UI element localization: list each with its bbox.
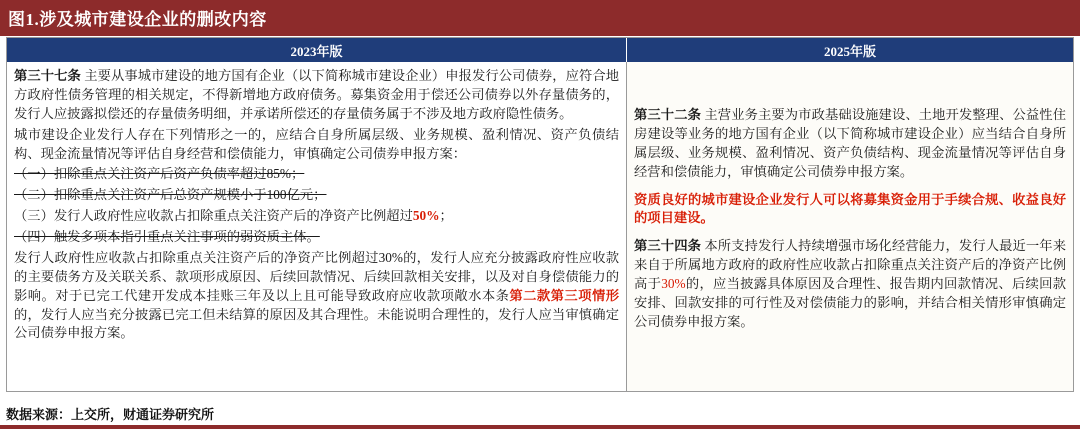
clause-2025-text-run: 资质良好的城市建设企业发行人可以将募集资金用于手续合规、收益良好的项目建设。 [634,191,1066,226]
clause-2023-paragraph [14,228,619,247]
clause-2025-text-run: 主营业务主要为市政基础设施建设、土地开发整理、公益性住房建设等业务的地方国有企业（以下简称城市建设企业）应当结合自身所属层级、业务规模、盈利情况、资产负债结构、现金流量情况等评估自身经营和偿债能力，审慎确定公司债券申报方案。 [634,107,1066,179]
clause-2023-paragraph [14,165,619,184]
clause-2023-paragraph [14,126,619,164]
table-header-row [7,38,1073,62]
clause-2023-text-run: 第二款第三项情形 [509,287,620,303]
clause-2023-paragraph [14,207,619,226]
clause-2025-text-run: 第三十四条 [634,238,701,254]
clause-2023-paragraph [14,67,619,124]
clause-2023-text-run: （一）扣除重点关注资产后资产负债率超过85%； [14,166,305,182]
table-header-2023: 2023年版 [7,38,627,62]
table-header-2025: 2025年版 [627,38,1073,62]
clause-2023-text-run: 发行人政府性应收款占扣除重点关注资产后的净资产比例超过30%的，发行人应充分披露政府性应收款的主要债务方及关联关系、款项形成原因、后续回款情况、后续回款相关安排，以及对自身偿债能力的影响。对于已完工代建开发成本挂账三年及以上且可能导致政府应收款项敞水本条 [14,249,619,303]
page-title: 图1.涉及城市建设企业的删改内容 [8,10,267,29]
clause-2025-text-run: 本所支持发行人持续增强市场化经营能力，发行人最近一年来来自于所属地方政府的政府性应收款占扣除重点关注资产后的净资产比例高于 [634,238,1066,291]
table-cell-2023 [7,62,627,391]
clause-2023-text-run: 城市建设企业发行人存在下列情形之一的，应结合自身所属层级、业务规模、盈利情况、资产负债结构、现金流量情况等评估自身经营和偿债能力，审慎确定公司债券申报方案： [14,126,619,161]
clause-2023-text-run: 第三十七条 [14,68,81,83]
clause-2023-text-run: ； [439,208,453,224]
clause-2025-text-run: 第三十二条 [634,107,701,122]
clause-2025-text-run: 的，应当披露具体原因及合理性、报告期内回款情况、后续回款安排、回款安排的可行性及对偿债能力的影响，并结合相关情形审慎确定公司债券申报方案。 [634,276,1067,329]
comparison-table [6,37,1074,392]
clause-2023-text-run: （四）触发多项本指引重点关注事项的弱资质主体。 [14,229,320,244]
clause-2023-paragraph [14,186,619,205]
clause-2025-paragraph [634,191,1066,229]
clause-2023-text-run: 的，发行人应当充分披露已完工但未结算的原因及其合理性。未能说明合理性的，发行人应当审慎确定公司债券申报方案。 [14,306,619,341]
clause-2025-text-run: 30% [661,276,686,291]
table-cell-2025 [627,62,1073,391]
clause-2025-paragraph [634,106,1066,182]
clause-2023-text-run: 主要从事城市建设的地方国有企业（以下简称城市建设企业）申报发行公司债券，应符合地方政府性债务管理的相关规定，不得新增地方政府债务。募集资金用于偿还公司债券以外存量债务的，发行人应披露拟偿还的存量债务明细，并承诺所偿还的存量债务属于不涉及地方政府隐性债务。 [14,68,620,121]
table-body-row [7,62,1073,391]
clause-2023-text-run: 50% [412,208,440,224]
clause-2023-text-run: （三）发行人政府性应收款占扣除重点关注资产后的净资产比例超过 [14,208,413,224]
clause-2023-text-run: （二）扣除重点关注资产后总资产规模小于100亿元； [14,187,327,203]
source-note: 数据来源：上交所，财通证券研究所 [6,407,215,422]
figure-title-bar [0,0,1080,36]
footer-divider [0,425,1080,429]
clause-2023-paragraph [14,249,619,343]
clause-2025-paragraph [634,237,1066,331]
